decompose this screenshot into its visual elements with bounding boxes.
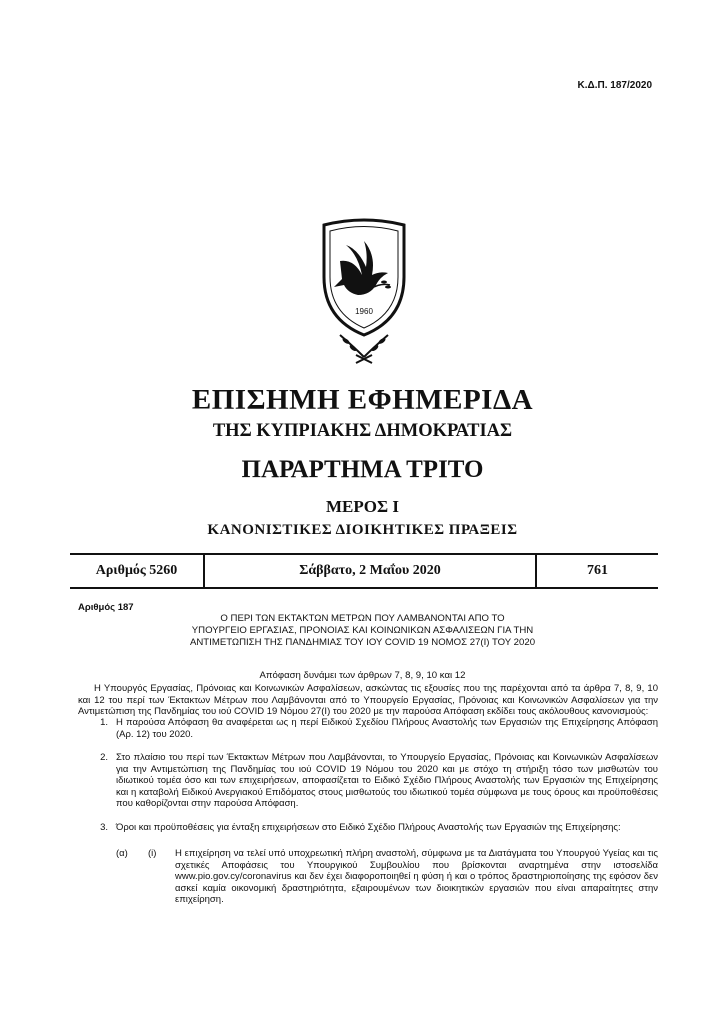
- issue-date: Σάββατο, 2 Μαΐου 2020: [205, 555, 537, 587]
- item-number: 3.: [100, 822, 108, 833]
- list-item: [78, 822, 658, 834]
- item-text: Στο πλαίσιο του περί των Έκτακτων Μέτρων που Λαμβάνονται, το Υπουργείο Εργασίας, Πρόνοιας και Κοινωνικών Ασφαλίσεων για την Αντιμετώπιση της Πανδημίας του ιού COVID 19 Νόμου του 2020 και με στόχο τη στήριξη τόσο των μισθωτών του ιδιωτικού τομέα όσο και των επιχειρήσεων, αποφασίζεται το Ειδικό Σχέδιο Πλήρους Αναστολής των Εργασιών της Επιχείρησης και η καταβολή Ειδικού Ανεργιακού Επιδόματος στους μισθωτούς του ιδιωτικού τομέα σύμφωνα με τους όρους και προϋποθέσεις που καθορίζονται στην παρούσα Απόφαση.: [116, 752, 658, 810]
- intro-paragraph: [78, 683, 658, 718]
- law-heading-line-3: ΑΝΤΙΜΕΤΩΠΙΣΗ ΤΗΣ ΠΑΝΔΗΜΙΑΣ ΤΟΥ ΙΟΥ COVID 19 ΝΟΜΟΣ 27(Ι) ΤΟΥ 2020: [189, 637, 536, 648]
- item-text: Όροι και προϋποθέσεις για ένταξη επιχειρήσεων στο Ειδικό Σχέδιο Πλήρους Αναστολής των Εργασιών της Επιχείρησης:: [116, 822, 621, 833]
- law-heading-line-1: Ο ΠΕΡΙ ΤΩΝ ΕΚΤΑΚΤΩΝ ΜΕΤΡΩΝ ΠΟΥ ΛΑΜΒΑΝΟΝΤΑΙ ΑΠΟ ΤΟ: [220, 613, 505, 624]
- sub-item: [116, 848, 658, 906]
- part-title: ΜΕΡΟΣ Ι: [326, 497, 399, 516]
- page-number: 761: [587, 563, 608, 578]
- list-item: [78, 752, 658, 810]
- section-title: ΚΑΝΟΝΙΣΤΙΚΕΣ ΔΙΟΙΚΗΤΙΚΕΣ ΠΡΑΞΕΙΣ: [207, 522, 518, 538]
- law-heading-line-2: ΥΠΟΥΡΓΕΙΟ ΕΡΓΑΣΙΑΣ, ΠΡΟΝΟΙΑΣ ΚΑΙ ΚΟΙΝΩΝΙΚΩΝ ΑΣΦΑΛΙΣΕΩΝ ΓΙΑ ΤΗΝ: [191, 625, 534, 636]
- dove-shield-icon: [310, 215, 418, 365]
- sub-item-text: Η επιχείρηση να τελεί υπό υποχρεωτική πλήρη αναστολή, σύμφωνα με τα Διατάγματα του Υπουργού Υγείας και τις σχετικές Αποφάσεις του Υπουργικού Συμβουλίου που βρίσκονται αναρτημένα στην ιστοσελίδα www.pio.gov.cy/coronavirus και δεν έχει διαφοροποιηθεί η φύση ή και ο τρόπος δραστηριοποίησης της εφόσον δεν ασκεί καμία οικονομική δραστηριότητα, εξαιρουμένων των διοικητικών εργασιών που είναι απαραίτητες στην επιχείρηση.: [175, 848, 658, 906]
- intro-text: Η Υπουργός Εργασίας, Πρόνοιας και Κοινωνικών Ασφαλίσεων, ασκώντας τις εξουσίες που της παρέχονται από τα άρθρα 7, 8, 9, 10 και 12 του περί των Έκτακτων Μέτρων που Λαμβάνονται από το Υπουργείο Εργασίας, Πρόνοιας και Κοινωνικών Ασφαλίσεων για την Αντιμετώπιση της Πανδημίας του ιού COVID 19 Νόμου 27(Ι) του 2020 με την παρούσα Απόφαση εκδίδει τους ακόλουθους κανονισμούς:: [78, 683, 658, 718]
- gazette-reference: Κ.Δ.Π. 187/2020: [577, 80, 652, 91]
- issue-info-bar: [70, 553, 658, 589]
- decision-subtitle: Απόφαση δυνάμει των άρθρων 7, 8, 9, 10 και 12: [259, 670, 466, 681]
- annex-title: ΠΑΡΑΡΤΗΜΑ ΤΡΙΤΟ: [241, 456, 484, 483]
- item-number: 2.: [100, 752, 108, 763]
- sub-item-sublabel: (i): [148, 848, 157, 859]
- gazette-subtitle: ΤΗΣ ΚΥΠΡΙΑΚΗΣ ΔΗΜΟΚΡΑΤΙΑΣ: [212, 421, 513, 441]
- decision-number: Αριθμός 187: [78, 602, 134, 613]
- item-text: Η παρούσα Απόφαση θα αναφέρεται ως η περί Ειδικού Σχεδίου Πλήρους Αναστολής των Εργασιών της Επιχείρησης Απόφαση (Αρ. 12) του 2020.: [116, 717, 658, 740]
- list-item: [78, 717, 658, 740]
- emblem-year: 1960: [355, 307, 373, 316]
- gazette-title: ΕΠΙΣΗΜΗ ΕΦΗΜΕΡΙΔΑ: [191, 384, 534, 416]
- coat-of-arms-emblem: [310, 215, 418, 365]
- issue-number: Αριθμός 5260: [70, 555, 205, 587]
- sub-item-label: (α): [116, 848, 128, 859]
- item-number: 1.: [100, 717, 108, 728]
